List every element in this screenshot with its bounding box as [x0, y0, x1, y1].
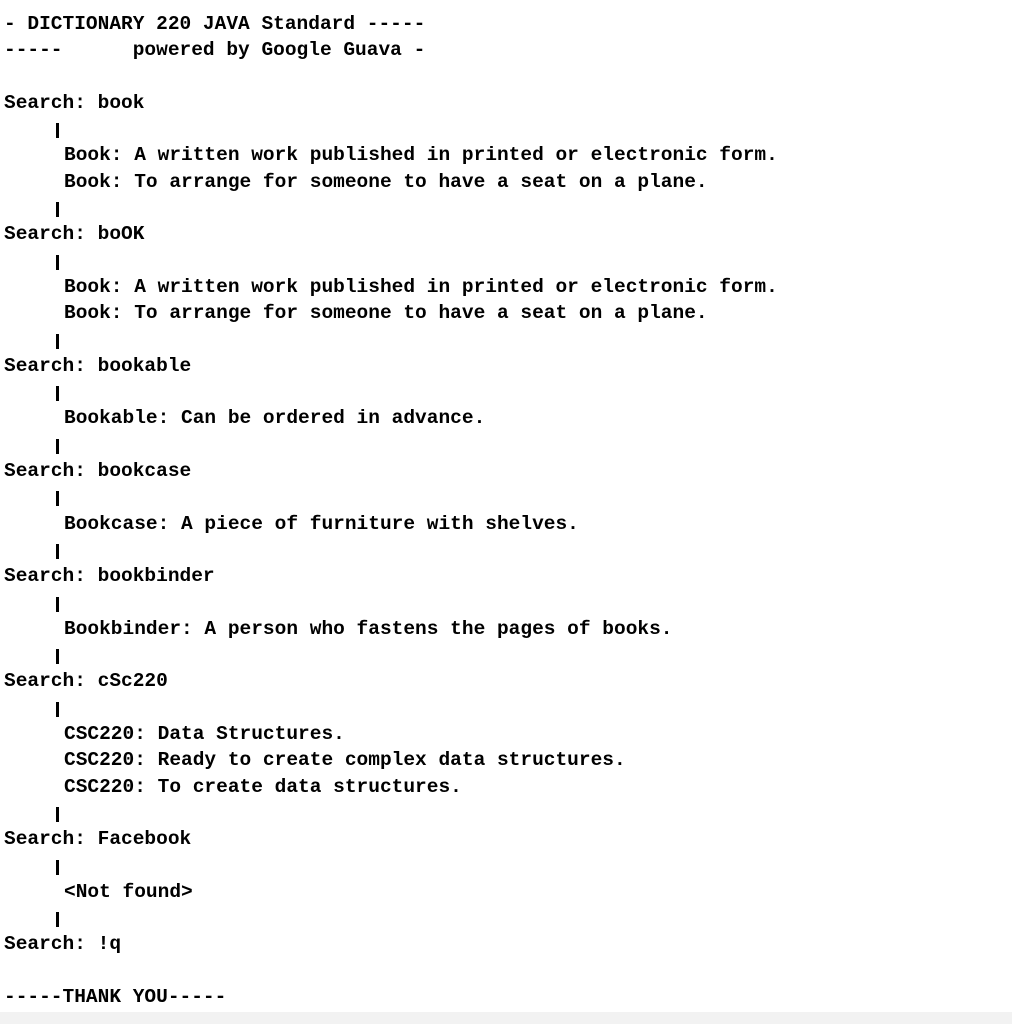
result-line: Bookbinder: A person who fastens the pages of books. — [64, 617, 673, 640]
not-found-message: <Not found> — [64, 880, 193, 903]
search-prompt: Search: bookable — [4, 354, 192, 377]
result-separator — [56, 642, 59, 668]
result-line: CSC220: Data Structures. — [64, 723, 345, 746]
search-prompt: Search: cSc220 — [4, 670, 168, 693]
search-prompt: Search: book — [4, 91, 145, 114]
thank-you-footer: -----THANK YOU----- — [4, 985, 227, 1008]
result-separator — [56, 432, 59, 458]
window-bottom-edge — [0, 1012, 1012, 1024]
result-separator — [56, 379, 59, 405]
result-separator — [56, 248, 59, 274]
result-separator — [56, 116, 59, 142]
result-line: Book: To arrange for someone to have a seat on a plane. — [64, 302, 708, 325]
search-prompt: Search: Facebook — [4, 828, 192, 851]
result-separator — [56, 800, 59, 826]
result-line: Book: To arrange for someone to have a seat on a plane. — [64, 170, 708, 193]
result-separator — [56, 327, 59, 353]
blank-line — [4, 958, 1008, 984]
result-line: Bookable: Can be ordered in advance. — [64, 407, 486, 430]
quit-command: Search: !q — [4, 933, 122, 956]
result-line: Book: A written work published in printed or electronic form. — [64, 275, 778, 298]
result-line: CSC220: Ready to create complex data structures. — [64, 749, 626, 772]
search-prompt: Search: bookcase — [4, 460, 192, 483]
header-title: - DICTIONARY 220 JAVA Standard ----- — [4, 13, 426, 35]
result-line: Book: A written work published in printed or electronic form. — [64, 144, 778, 167]
blank-line — [4, 64, 1008, 90]
header-subtitle: ----- powered by Google Guava - — [4, 39, 426, 62]
search-prompt: Search: boOK — [4, 223, 145, 246]
result-separator — [56, 484, 59, 510]
result-separator — [56, 695, 59, 721]
result-line: CSC220: To create data structures. — [64, 775, 462, 798]
search-prompt: Search: bookbinder — [4, 565, 215, 588]
result-separator — [56, 195, 59, 221]
result-line: Bookcase: A piece of furniture with shelves. — [64, 512, 579, 535]
result-separator — [56, 537, 59, 563]
result-separator — [56, 853, 59, 879]
result-separator — [56, 905, 59, 931]
terminal-output — [4, 11, 1008, 1010]
result-separator — [56, 590, 59, 616]
